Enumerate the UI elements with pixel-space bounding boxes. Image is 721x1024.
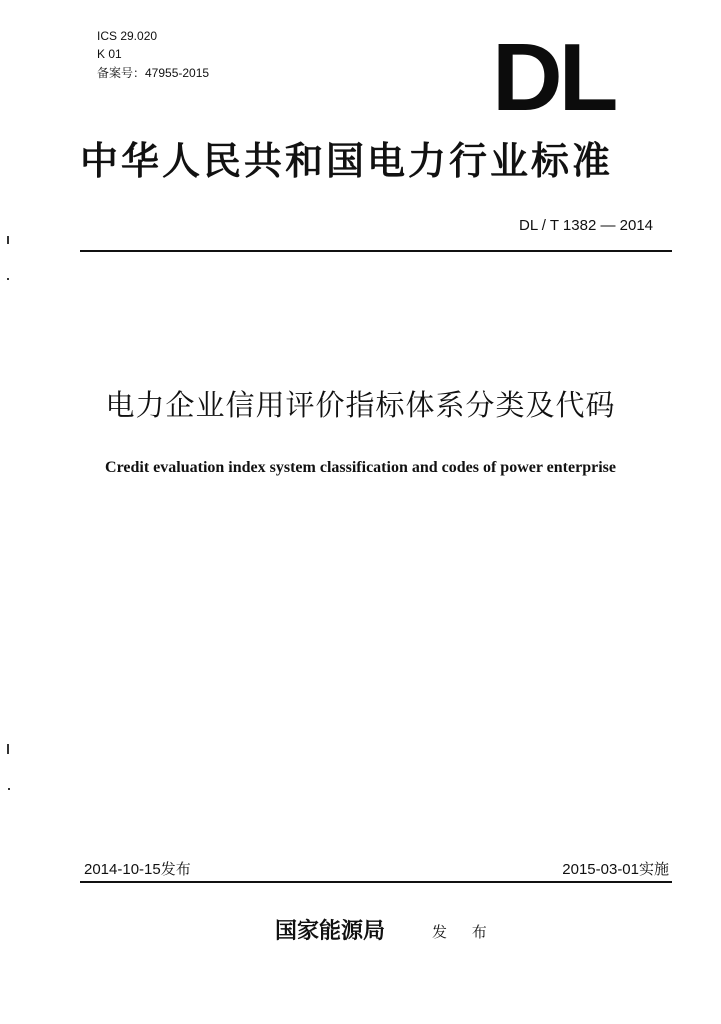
scan-speck	[7, 278, 9, 280]
issuer-name: 国家能源局	[275, 918, 386, 944]
scan-speck	[7, 236, 9, 244]
document-title-cn: 电力企业信用评价指标体系分类及代码	[105, 388, 616, 422]
filing-number: 备案号：47955-2015	[97, 66, 210, 80]
scan-speck	[8, 788, 10, 790]
standard-number: DL / T 1382 — 2014	[519, 217, 653, 234]
bottom-divider	[80, 881, 672, 883]
ics-code: ICS 29.020	[97, 29, 158, 43]
scan-speck	[7, 744, 9, 754]
document-title-en: Credit evaluation index system classification and codes of power enterprise	[105, 459, 616, 476]
implementation-date: 2015-03-01实施	[562, 861, 669, 878]
top-divider	[80, 250, 672, 252]
issue-date: 2014-10-15发布	[84, 861, 191, 878]
ccs-code: K 01	[97, 47, 122, 61]
organization-title: 中华人民共和国电力行业标准	[80, 138, 614, 183]
release-label: 发 布	[432, 923, 497, 941]
dl-logo: DL	[492, 24, 615, 131]
